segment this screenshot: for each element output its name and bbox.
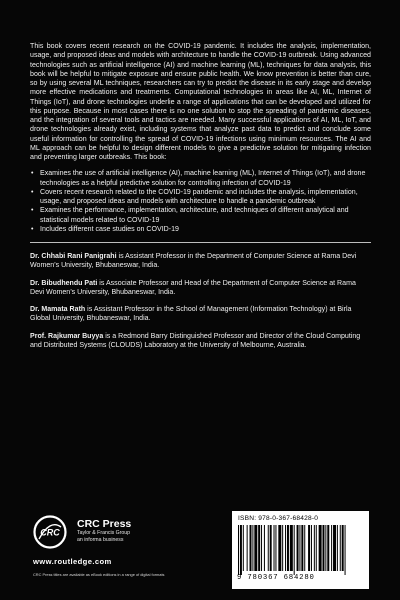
- feature-item: [30, 188, 371, 207]
- barcode-bar: [247, 525, 248, 571]
- author-description: is a Redmond Barry Distinguished Professor and Director of the Cloud Computing and Distributed Systems (CLOUDS) Laboratory at the University of Melbourne, Australia.: [30, 332, 361, 349]
- isbn-label: ISBN: 978-0-367-68428-0: [238, 515, 319, 522]
- barcode-bar: [316, 525, 317, 571]
- author-name: Dr. Chhabi Rani Panigrahi: [30, 253, 117, 260]
- barcode-bar: [258, 525, 260, 571]
- barcode-bar: [314, 525, 315, 571]
- crc-logo-icon: [33, 515, 67, 549]
- publisher-name: CRC Press: [77, 518, 132, 530]
- bullet-icon: •: [31, 225, 34, 233]
- publisher-website: www.routledge.com: [33, 557, 112, 566]
- author-name: Prof. Rajkumar Buyya: [30, 332, 104, 340]
- barcode-bar: [254, 525, 257, 571]
- book-description: This book covers recent research on the COVID-19 pandemic. It includes the analysis, implementation, usage, and proposed ideas and models with architecture to handle the COVID-19 outbreak. Using advanced technologies such as artificial intelligence (AI) and machine learning (ML), techniques for data analysis, this book will be helpful to mitigate exposure and ensure public health. We know prevention is better than cure, so by using several ML techniques, researchers can try to predict the disease in its early stage and develop more effective medications and treatments. Computational technologies in areas like AI, ML, Internet of Things (IoT), and drone technologies underlie a range of applications that can be developed and utilized for this purpose. Because in most cases there is no one solution to stop the spreading of pandemic diseases, and the integration of several tools and tactics are needed. Many successful applications of AI, ML, IoT, and drone technologies already exist, including systems that analyze past data to predict and conclude some useful information for controlling the spread of COVID-19 infections using minimum resources. The AI and ML approach can be helpful to design different models to give a predictive solution for mitigating infection and preventing larger outbreaks. This book:: [30, 43, 371, 161]
- feature-text: Includes different case studies on COVID-19: [40, 225, 179, 233]
- barcode-bar: [252, 525, 253, 571]
- barcode-bar: [261, 525, 262, 571]
- author-bio: [30, 252, 371, 271]
- barcode-digits: 9 780367 684280: [237, 574, 315, 582]
- barcode-bar: [322, 525, 324, 571]
- barcode-bar: [240, 525, 242, 575]
- feature-item: [30, 225, 371, 234]
- barcode-bar: [243, 525, 244, 571]
- bullet-icon: •: [31, 188, 34, 196]
- author-description: is Assistant Professor in the School of Management (Information Technology) at Birla Global University, Bhubaneswar, India.: [30, 306, 352, 323]
- barcode-bar: [274, 525, 275, 571]
- barcode-bar: [319, 525, 322, 571]
- barcode-bar: [285, 525, 286, 571]
- bullet-icon: •: [31, 207, 34, 215]
- bullet-icon: •: [31, 170, 34, 178]
- barcode-bar: [311, 525, 312, 571]
- barcode-bar: [250, 525, 252, 571]
- barcode-bar: [268, 525, 269, 571]
- crc-logo-text: CRC: [40, 527, 60, 538]
- barcode-bar: [342, 525, 344, 571]
- barcode-bar: [331, 525, 332, 571]
- barcode-bar: [278, 525, 281, 571]
- barcode-bar: [308, 525, 310, 571]
- feature-text: Covers recent research related to the COVID-19 pandemic and includes the analysis, implementation, usage, and proposed ideas and models with architecture to handle a pandemic outbreak: [40, 188, 358, 205]
- barcode-bar: [275, 525, 276, 571]
- barcode-bar: [287, 525, 289, 571]
- barcode-bar: [337, 525, 338, 571]
- feature-text: Examines the performance, implementation, architecture, and techniques of different analytical and statistical models related to COVID-19: [40, 207, 349, 224]
- barcode-bar: [297, 525, 299, 571]
- barcode-bar: [301, 525, 303, 571]
- barcode-bar: [325, 525, 326, 571]
- barcode-bar: [299, 525, 300, 571]
- barcode-bar: [270, 525, 272, 571]
- feature-text: Examines the use of artificial intelligence (AI), machine learning (ML), Internet of Things (IoT), and drone technologies as a helpful predictive solution for controlling infection of COVID-19: [40, 170, 366, 187]
- barcode-bar: [264, 525, 265, 571]
- barcode-bar: [340, 525, 341, 571]
- feature-item: [30, 169, 371, 188]
- author-description: is Assistant Professor in the Department of Computer Science at Rama Devi Women’s University, Bhubaneswar, India.: [30, 253, 357, 270]
- isbn-barcode-panel: [232, 511, 369, 589]
- author-bio: [30, 279, 371, 298]
- feature-item: [30, 206, 371, 225]
- feature-list: [30, 169, 371, 234]
- publisher-group: Taylor & Francis Group: [77, 530, 131, 536]
- barcode-bar: [282, 525, 283, 571]
- author-bio: [30, 305, 371, 324]
- section-divider: [30, 242, 371, 243]
- publisher-tagline: an informa business: [77, 536, 124, 543]
- ebook-note: CRC Press titles are available as eBook editions in a range of digital formats: [33, 572, 165, 577]
- barcode-bar: [294, 525, 295, 575]
- barcode-bar: [304, 525, 305, 571]
- author-bio: [30, 332, 371, 351]
- author-name: Dr. Bibudhendu Pati: [30, 279, 98, 287]
- author-name: Dr. Mamata Rath: [30, 306, 86, 313]
- publisher-wordmark: [77, 519, 131, 543]
- barcode-icon: [238, 525, 363, 575]
- barcode-bar: [345, 525, 346, 575]
- publisher-logo-block: [33, 515, 183, 555]
- back-cover-content: [30, 42, 371, 358]
- barcode-bar: [327, 525, 329, 571]
- barcode-bar: [333, 525, 336, 571]
- author-description: is Associate Professor and Head of the Department of Computer Science at Rama Devi Women’s University, Bhubaneswar, India.: [30, 279, 356, 296]
- barcode-bar: [290, 525, 293, 571]
- barcode-bar: [238, 525, 239, 575]
